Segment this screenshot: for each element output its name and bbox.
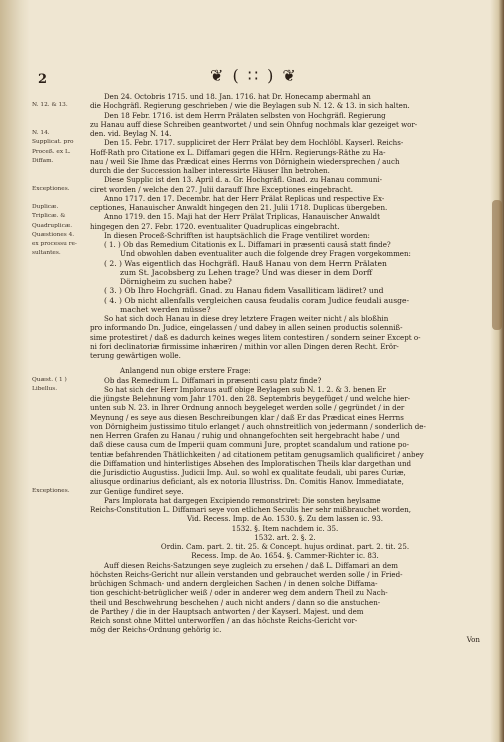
text-line: [30, 259, 480, 268]
margin-note: [30, 607, 90, 616]
body-text: zu Hanau auff diese Schreiben geantwortet / und sein Ohnfug nochmals klar gezeiget wor-: [90, 119, 418, 129]
margin-note: Proceß. ex L.: [32, 148, 71, 155]
text-line: [30, 598, 480, 607]
margin-note: [30, 459, 90, 468]
margin-note: [30, 92, 90, 101]
body-text: Hoff-Rath pro Citatione ex L. Diffamari gegen die HHrn. Regierungs-Räthe zu Ha-: [90, 147, 386, 157]
body-text: Anno 1717. den 17. Decembr. hat der Herr Prälat Replicas und respective Ex-: [104, 193, 385, 203]
body-text: machet werden müsse?: [120, 304, 211, 314]
body-text: die Jurisdictio Augustiss. Judicii Imp. Aul. so wohl ex qualitate feudali, ubi pares Curiæ,: [90, 468, 406, 477]
body-text: Recess. Imp. de Ao. 1654. §. Cammer-Richter ic. 83.: [191, 551, 379, 561]
text-line: [30, 323, 480, 332]
body-text: unten sub N. 23. in Ihrer Ordnung annoch beygeleget werden solle / gegründet / in der: [90, 403, 405, 413]
margin-note: [30, 561, 90, 570]
text-line: [30, 185, 480, 194]
text-line: [30, 157, 480, 166]
margin-note: [30, 166, 90, 175]
text-line: [30, 496, 480, 505]
body-text: pro informando Dn. Judice, eingelassen / und dabey in allen seinen productis solenniß-: [90, 323, 403, 333]
text-line: [30, 286, 480, 295]
text-line: [30, 514, 480, 523]
body-text: Reich sonst ohne Mittel unterworffen / an das höchste Reichs-Gericht vor-: [90, 616, 358, 625]
margin-note: [30, 468, 90, 477]
text-line: [30, 314, 480, 323]
margin-note: N. 12. & 13.: [32, 102, 68, 109]
margin-note: [30, 194, 90, 203]
body-text: zur Genüge fundiret seye.: [90, 486, 184, 496]
text-line: [30, 505, 480, 514]
body-text: So hat sich der Herr Imploraus auff obige Beylagen sub N. 1. 2. & 3. benen Er: [104, 384, 386, 394]
text-line: [30, 277, 480, 286]
margin-note: Supplicat. pro: [32, 139, 74, 146]
margin-note: [30, 496, 90, 505]
page-number: 2: [38, 72, 48, 87]
text-line: [30, 450, 480, 459]
body-text: ( 1. ) Ob das Remedium Citationis ex L. Diffamari in præsenti causâ statt finde?: [104, 240, 391, 249]
text-line: [30, 440, 480, 449]
margin-note: [30, 431, 90, 440]
body-text: In diesen Proceß-Schrifften ist hauptsächlich die Frage ventiliret worden:: [104, 230, 370, 240]
text-line: [30, 487, 480, 496]
margin-note: [30, 635, 90, 644]
text-line: [30, 138, 480, 147]
text-line: [30, 249, 480, 258]
margin-note: Exceptiones.: [32, 487, 70, 494]
body-text: ceptiones, Hanauischer Anwaldt hingegen den 21. Julii 1718. Duplicas übergeben.: [90, 203, 388, 212]
text-line: [30, 203, 480, 212]
text-line: [30, 333, 480, 342]
text-line: [30, 431, 480, 440]
margin-note: [30, 305, 90, 314]
margin-note: [30, 570, 90, 579]
margin-note: [30, 514, 90, 523]
text-line: [30, 394, 480, 403]
body-text: 1532. art. 2. §. 2.: [254, 532, 316, 542]
body-text: Ordin. Cam. part. 2. tit. 25. & Concept. hujus ordinat. part. 2. tit. 25.: [160, 542, 410, 551]
body-text: ni fori declinatoriæ firmissime inhæriren / mithin vor allen Dingen deren Recht. Erör-: [90, 341, 399, 351]
body-text: höchsten Reichs-Gericht nur allein verstanden und gebrauchet werden solle / in Fried-: [90, 569, 403, 579]
margin-note: [30, 542, 90, 551]
margin-note: [30, 333, 90, 342]
body-text: die Hochgräfl. Regierung geschrieben / wie die Beylagen sub N. 12. & 13. in sich halten.: [90, 101, 410, 111]
margin-note: [30, 551, 90, 560]
margin-note: [30, 524, 90, 533]
text-line: [30, 366, 480, 375]
text-line: [30, 422, 480, 431]
text-line: [30, 166, 480, 175]
body-text: ciret worden / welche den 27. Julii darauff Ihre Exceptiones eingebracht.: [90, 184, 353, 194]
body-text: tion geschicht-betrüglicher weiß / oder in anderer weg dem andern Theil zu Nach-: [90, 588, 388, 598]
margin-note: Libellus.: [32, 385, 58, 392]
body-text: Meynung / es seye aus diesen Beschreibungen klar / daß Er das Prædicat eines Herrns: [90, 412, 404, 422]
body-text: Anno 1719. den 15. Maji hat der Herr Prälat Triplicas, Hanauischer Anwaldt: [104, 212, 380, 222]
body-text: So hat sich doch Hanau in diese drey letztere Fragen weiter nicht / als bloßhin: [104, 314, 389, 323]
margin-note: [30, 477, 90, 486]
text-line: [30, 468, 480, 477]
body-text: sime protestiret / daß es dadurch keines weges litem contestiren / sondern seiner Except o-: [90, 332, 421, 342]
text-line: [30, 588, 480, 597]
body-text: zum St. Jacobsberg zu Lehen trage? Und was dieser in dem Dorff: [120, 267, 373, 277]
body-text: brüchigen Schmach- und andern dergleichen Sachen / in denen solche Diffama-: [90, 579, 378, 588]
margin-note: [30, 422, 90, 431]
margin-note: [30, 450, 90, 459]
body-text: aliusque ordinarius deficiant, als ex notoria Illustriss. Dn. Comitis Hanov. Immediatate,: [90, 477, 404, 487]
margin-note: Triplicæ. &: [32, 213, 66, 220]
thumb-shadow: [492, 200, 502, 330]
body-text: ( 2. ) Was eigentlich das Hochgräfl. Hauß Hanau von dem Herrn Prälaten: [104, 258, 387, 268]
text-line: [30, 607, 480, 616]
text-line: [30, 459, 480, 468]
body-text: Anlangend nun obige erstere Frage:: [120, 366, 251, 376]
text-line: [30, 111, 480, 120]
text-line: [30, 616, 480, 625]
body-text: Und obwohlen daben eventualiter auch die folgende drey Fragen vorgekommen:: [120, 249, 411, 259]
margin-note: [30, 323, 90, 332]
body-text: mög der Reichs-Ordnung gehörig ic.: [90, 625, 222, 635]
body-text: Vid. Recess. Imp. de Ao. 1530. §. Zu dem lassen ic. 93.: [186, 514, 384, 524]
body-text: de Parthey / die in der Hauptsach antworten / der Kayserl. Majest. und dem: [90, 606, 364, 616]
body-text: Reichs-Constitution L. Diffamari seye von etlichen Seculis her sehr mißbrauchet worden,: [90, 505, 412, 514]
text-line: [30, 148, 480, 157]
margin-note: [30, 259, 90, 268]
margin-note: [30, 533, 90, 542]
body-text: hingegen den 27. Febr. 1720. eventualiter Quadruplicas eingebracht.: [90, 221, 340, 231]
margin-note: sultantes.: [32, 250, 61, 257]
page-edge: [490, 0, 504, 742]
margin-note: [30, 440, 90, 449]
margin-note: [30, 616, 90, 625]
margin-note: [30, 413, 90, 422]
margin-note: [30, 314, 90, 323]
body-text: Diese Supplic ist den 13. April d. a. Gr. Hochgräfl. Gnad. zu Hanau communi-: [104, 175, 383, 185]
margin-note: Exceptiones.: [32, 185, 70, 192]
body-text: die Diffamation und hinterlistiges Absehen des Imploratischen Theils klar dargethan und: [90, 458, 412, 468]
margin-note: [30, 277, 90, 286]
margin-note: [30, 588, 90, 597]
text-line: [30, 222, 480, 231]
text-line: [30, 231, 480, 240]
body-text: die jüngste Belehnung vom Jahr 1701. den 28. Septembris beygefüget / und welche hier-: [90, 394, 411, 403]
body-text: von Dörnigheim justissimo titulo erlanget / auch ohnstreitlich von jedermann / sonderlich de-: [90, 421, 426, 431]
margin-note: Quæstiones 4.: [32, 231, 75, 238]
text-line: [30, 561, 480, 570]
body-text: daß diese causa cum de Imperii quam communi Jure, proptet scandalum und ratione po-: [90, 440, 409, 450]
text-line: [30, 524, 480, 533]
margin-note: Diffam.: [32, 157, 54, 164]
margin-note: ex processu re-: [32, 241, 77, 247]
margin-note: [30, 286, 90, 295]
header-ornament: ❦ ( ∷ ) ❦: [210, 66, 298, 85]
margin-note: [30, 579, 90, 588]
text-line: [30, 92, 480, 101]
book-binding-gutter: [0, 0, 30, 742]
margin-note: [30, 366, 90, 375]
text-line: [30, 268, 480, 277]
margin-note: [30, 598, 90, 607]
text-line: [30, 296, 480, 305]
body-text: tentiæ befahrenden Thätlichkeiten / ad citationem petitam genugsamlich qualificiret / anbey: [90, 449, 424, 459]
margin-note: [30, 120, 90, 129]
body-text: durch die der Succession halber interessirte Häuser Ihn betrohen.: [90, 166, 330, 175]
text-line: [30, 240, 480, 249]
text-line: [30, 376, 480, 385]
text-line: [30, 542, 480, 551]
body-text: Dörnigheim zu suchen habe?: [120, 277, 232, 286]
margin-note: [30, 505, 90, 514]
text-line: [30, 477, 480, 486]
text-line: [30, 120, 480, 129]
margin-note: [30, 268, 90, 277]
body-text: den. vid. Beylag N. 14.: [90, 129, 172, 138]
body-text: Pars Implorata hat dargegen Excipiendo remonstriret: Die sonsten heylsame: [104, 495, 381, 505]
margin-note: [30, 625, 90, 634]
text-line: [30, 305, 480, 314]
body-text: Von: [466, 634, 480, 644]
text-line: [30, 625, 480, 634]
margin-note: [30, 111, 90, 120]
margin-note: Quadruplicæ.: [32, 222, 73, 229]
text-line: [30, 570, 480, 579]
text-line: [30, 635, 480, 644]
body-text: Den 15. Febr. 1717. suppliciret der Herr Prälat bey dem Hochlöbl. Kayserl. Reichs-: [104, 138, 404, 148]
text-line: [30, 551, 480, 560]
margin-note: [30, 351, 90, 360]
document-body: [30, 92, 480, 644]
text-line: [30, 403, 480, 412]
body-text: ( 4. ) Ob nicht allenfalls vergleichen causa feudalis coram Judice feudali ausge-: [104, 295, 410, 305]
body-text: Ob das Remedium L. Diffamari in præsenti casu platz finde?: [104, 375, 322, 385]
margin-note: [30, 394, 90, 403]
body-text: nen Herren Grafen zu Hanau / ruhig und ohnangefochten seit hergebracht habe / und: [90, 431, 400, 440]
text-line: [30, 129, 480, 138]
body-text: Den 24. Octobris 1715. und 18. Jan. 1716. hat Dr. Honecamp abermahl an: [104, 92, 371, 101]
margin-note: N. 14.: [32, 130, 50, 136]
body-text: Den 18 Febr. 1716. ist dem Herrn Prälaten selbsten von Hochgräfl. Regierung: [104, 110, 386, 120]
margin-note: [30, 175, 90, 184]
text-line: [30, 175, 480, 184]
margin-note: Duplicæ.: [32, 204, 59, 210]
text-line: [30, 579, 480, 588]
text-line: [30, 342, 480, 351]
text-line: [30, 413, 480, 422]
body-text: terung gewärtigen wolle.: [90, 351, 181, 360]
margin-note: [30, 403, 90, 412]
text-line: [30, 212, 480, 221]
body-text: nau / weil Sie Ihme das Prædicat eines Herrns von Dörnighein wiedersprechen / auch: [90, 156, 400, 166]
body-text: Auff diesen Reichs-Satzungen seye zugleich zu ersehen / daß L. Diffamari an dem: [104, 560, 398, 570]
text-line: [30, 101, 480, 110]
body-text: 1532. §. Item nachdem ic. 35.: [231, 523, 339, 533]
margin-note: [30, 296, 90, 305]
margin-note: [30, 342, 90, 351]
body-text: ( 3. ) Ob Ihro Hochgräfl. Gnad. zu Hanau fidem Vasalliticam lädiret? und: [104, 286, 384, 296]
text-line: [30, 533, 480, 542]
text-line: [30, 385, 480, 394]
margin-note: Quæst. ( 1 ): [32, 376, 67, 383]
text-line: [30, 351, 480, 360]
text-line: [30, 194, 480, 203]
body-text: theil und Beschwehrung beschehen / auch nicht anders / dann so die anstuchen-: [90, 597, 381, 607]
